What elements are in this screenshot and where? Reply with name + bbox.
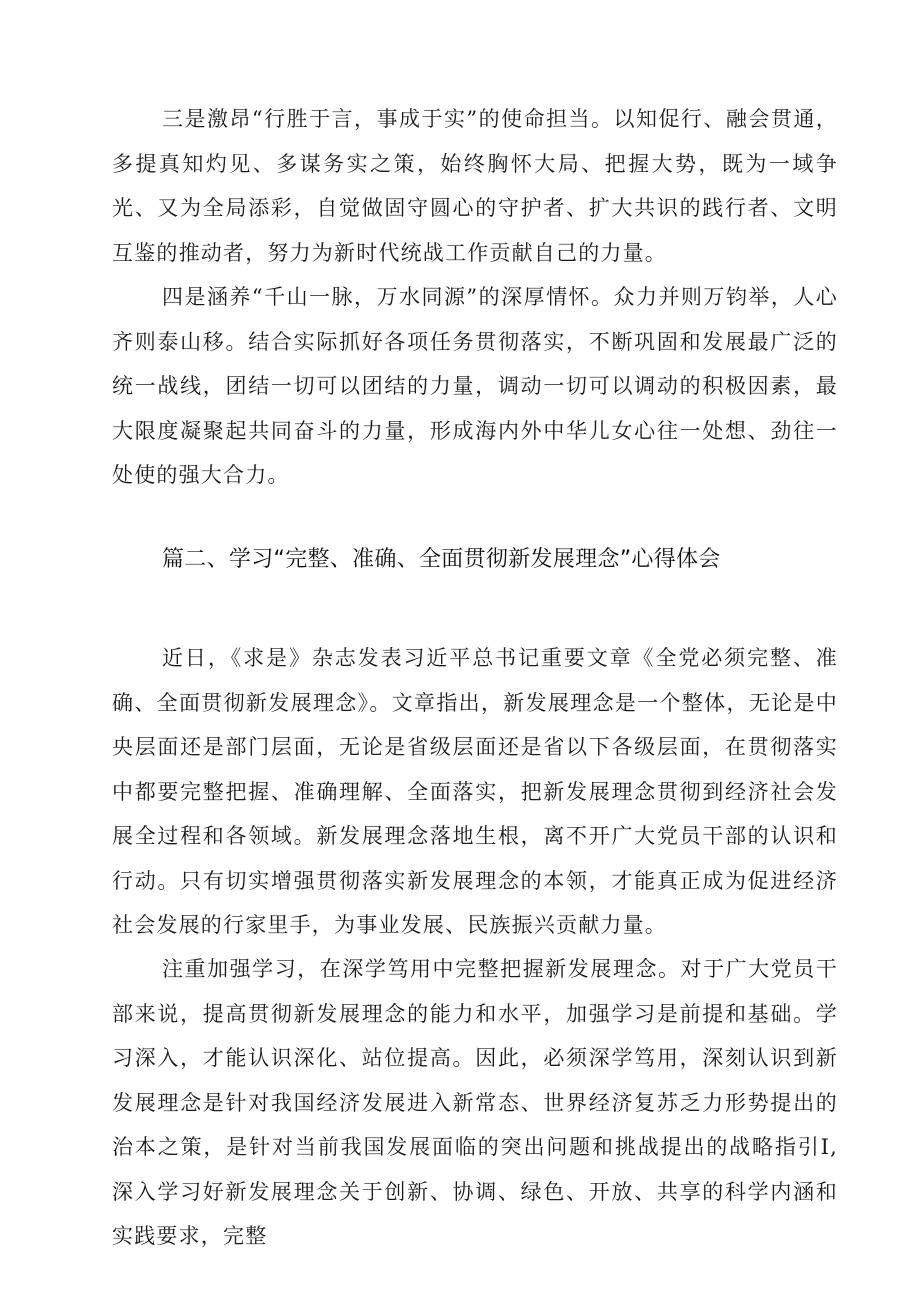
paragraph-four-is: 四是涵养“千山一脉，万水同源”的深厚情怀。众力并则万钧举，人心齐则泰山移。结合实际抓好各项任务贯彻落实，不断巩固和发展最广泛的统一战线，团结一切可以团结的力量，调动一切可以调动的积极因素，最大限度凝聚起共同奋斗的力量，形成海内外中华儿女心往一处想、劲往一处使的强大合力。 <box>112 285 838 487</box>
paragraph-intro: 近日，《求是》杂志发表习近平总书记重要文章《全党必须完整、准确、全面贯彻新发展理念》。文章指出，新发展理念是一个整体，无论是中央层面还是部门层面，无论是省级层面还是省以下各级层面，在贯彻落实中都要完整把握、准确理解、全面落实，把新发展理念贯彻到经济社会发展全过程和各领域。新发展理念落地生根，离不开广大党员干部的认识和行动。只有切实增强贯彻落实新发展理念的本领，才能真正成为促进经济社会发展的行家里手，为事业发展、民族振兴贡献力量。 <box>112 646 838 937</box>
paragraph-study: 注重加强学习，在深学笃用中完整把握新发展理念。对于广大党员干部来说，提高贯彻新发展理念的能力和水平，加强学习是前提和基础。学习深入，才能认识深化、站位提高。因此，必须深学笃用，深刻认识到新发展理念是针对我国经济发展进入新常态、世界经济复苏乏力形势提出的治本之策，是针对当前我国发展面临的突出问题和挑战提出的战略指引I,深入学习好新发展理念关于创新、协调、绿色、开放、共享的科学内涵和实践要求，完整 <box>112 957 838 1248</box>
section-heading: 篇二、学习“完整、准确、全面贯彻新发展理念”心得体会 <box>162 547 721 572</box>
paragraph-three-is: 三是激昂“行胜于言，事成于实”的使命担当。以知促行、融会贯通，多提真知灼见、多谋务实之策，始终胸怀大局、把握大势，既为一域争光、又为全局添彩，自觉做固守圆心的守护者、扩大共识的践行者、文明互鉴的推动者，努力为新时代统战工作贡献自己的力量。 <box>112 107 838 265</box>
